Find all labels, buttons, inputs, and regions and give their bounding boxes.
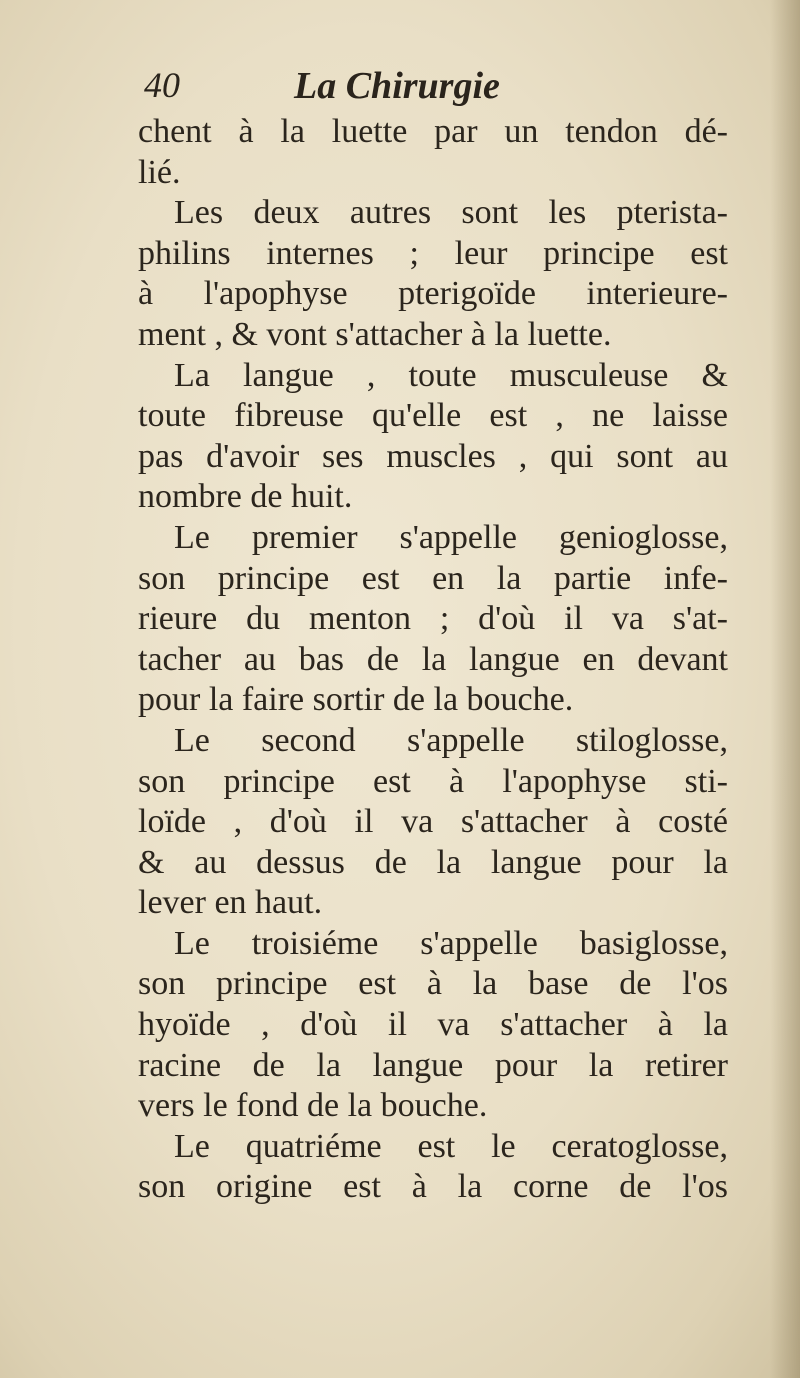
running-title: La Chirurgie [294,65,500,107]
text-line: son principe est à l'apophyse sti- [138,762,728,800]
text-line: Le second s'appelle stiloglosse, [174,721,728,759]
text-line: vers le fond de la bouche. [138,1087,488,1125]
text-line: loïde , d'où il va s'attacher à costé [138,803,728,841]
text-line: Le premier s'appelle genioglosse, [174,518,728,556]
body-text [138,112,728,1208]
page-header [138,64,738,116]
page-number: 40 [144,65,180,105]
text-line: Le troisiéme s'appelle basiglosse, [174,924,728,962]
text-line: son principe est en la partie infe- [138,559,728,597]
text-line: pour la faire sortir de la bouche. [138,681,574,719]
text-line: son origine est à la corne de l'os [138,1168,728,1206]
text-line: son principe est à la base de l'os [138,965,728,1003]
text-line: Les deux autres sont les pterista- [174,194,728,232]
text-line: nombre de huit. [138,478,353,516]
text-line: ment , & vont s'attacher à la luette. [138,315,612,353]
text-line: chent à la luette par un tendon dé- [138,113,728,150]
text-line: lever en haut. [138,884,323,922]
text-line: & au dessus de la langue pour la [138,843,728,881]
text-line: lié. [138,153,181,191]
text-line: toute fibreuse qu'elle est , ne laisse [138,397,728,435]
text-line: à l'apophyse pterigoïde interieure- [138,275,728,313]
text-line: racine de la langue pour la retirer [138,1046,728,1084]
text-line: hyoïde , d'où il va s'attacher à la [138,1006,728,1044]
text-line: La langue , toute musculeuse & [174,356,728,394]
text-line: pas d'avoir ses muscles , qui sont au [138,437,728,475]
text-line: rieure du menton ; d'où il va s'at- [138,600,728,638]
text-line: tacher au bas de la langue en devant [138,640,728,678]
text-line: Le quatriéme est le ceratoglosse, [174,1127,728,1165]
text-line: philins internes ; leur principe est [138,234,728,272]
